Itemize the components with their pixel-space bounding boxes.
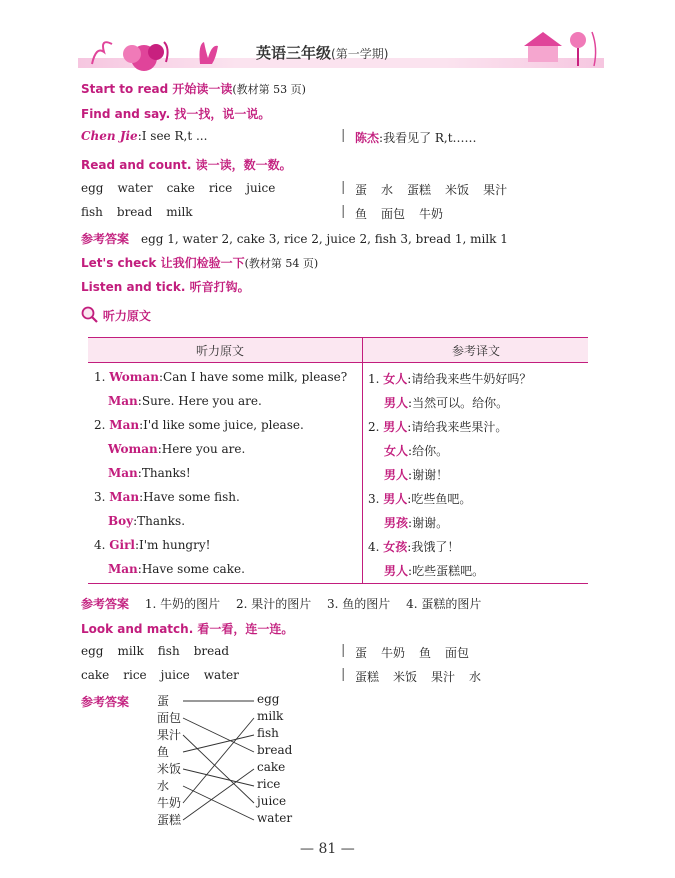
page-header xyxy=(78,28,604,72)
word-row-1-cn: 蛋 水 蛋糕 米饭 果汁 xyxy=(355,183,508,197)
lets-check-heading: Let's check 让我们检验一下(教材第 54 页) xyxy=(81,256,319,270)
table-row-cn: 男人:谢谢！ xyxy=(384,468,449,482)
match-connector-line xyxy=(183,718,254,752)
chen-jie-line: Chen Jie:I see R,t ... xyxy=(81,129,208,143)
bunny-decoration-icon xyxy=(190,34,226,70)
table-header xyxy=(88,337,588,363)
match-right-word: egg xyxy=(257,692,280,706)
column-divider xyxy=(362,337,363,584)
listen-and-tick-heading: Listen and tick. 听音打钩。 xyxy=(81,280,250,294)
table-row-cn: 1. 女人:请给我来些牛奶好吗？ xyxy=(368,372,532,386)
match-connector-line xyxy=(183,735,254,803)
table-row: Man:Thanks! xyxy=(108,466,191,480)
table-row: Man:Sure. Here you are. xyxy=(108,394,262,408)
match-connector-line xyxy=(183,786,254,820)
table-row: 2. Man:I'd like some juice, please. xyxy=(94,418,304,432)
table-row-cn: 4. 女孩:我饿了！ xyxy=(368,540,460,554)
table-row: Woman:Here you are. xyxy=(108,442,246,456)
table-row-cn: 男孩:谢谢。 xyxy=(384,516,449,530)
table-row: 1. Woman:Can I have some milk, please? xyxy=(94,370,348,384)
magnifier-icon xyxy=(81,306,99,324)
match-connector-line xyxy=(183,718,254,803)
answer-count: 参考答案 egg 1, water 2, cake 3, rice 2, juice 2, fish 3, bread 1, milk 1 xyxy=(81,232,508,246)
house-decoration-icon xyxy=(508,28,604,70)
answer-listen: 参考答案 1. 牛奶的图片 2. 果汁的图片 3. 鱼的图片 4. 蛋糕的图片 xyxy=(81,597,482,611)
matching-diagram xyxy=(150,690,300,830)
answer-match-label: 参考答案 xyxy=(81,695,130,709)
match-right-word: juice xyxy=(257,794,287,808)
match-left-word: 蛋糕 xyxy=(157,813,182,827)
table-row: Boy:Thanks. xyxy=(108,514,186,528)
table-row-cn: 3. 男人:吃些鱼吧。 xyxy=(368,492,472,506)
divider: | xyxy=(341,180,346,195)
match-row-1-cn: 蛋 牛奶 鱼 面包 xyxy=(355,646,470,660)
match-right-word: fish xyxy=(257,726,279,740)
match-connector-line xyxy=(183,769,254,820)
match-left-word: 面包 xyxy=(157,711,182,725)
look-and-match-heading: Look and match. 看一看，连一连。 xyxy=(81,622,294,636)
match-left-word: 鱼 xyxy=(157,745,170,759)
divider: | xyxy=(341,204,346,219)
match-left-word: 牛奶 xyxy=(157,796,182,810)
table-row: Man:Have some cake. xyxy=(108,562,245,576)
match-connector-line xyxy=(183,769,254,786)
chen-jie-translation: 陈杰:我看见了 R,t…… xyxy=(355,131,477,145)
word-row-2-cn: 鱼 面包 牛奶 xyxy=(355,207,444,221)
table-row: 4. Girl:I'm hungry! xyxy=(94,538,211,552)
transcript-table xyxy=(88,337,588,585)
table-bottom-border xyxy=(88,583,588,584)
match-row-2-en: cake rice juice water xyxy=(81,668,239,682)
match-left-word: 米饭 xyxy=(157,762,182,776)
match-left-word: 蛋 xyxy=(157,694,170,708)
find-and-say-heading: Find and say. 找一找，说一说。 xyxy=(81,107,271,121)
divider: | xyxy=(341,128,346,143)
match-right-word: water xyxy=(257,811,293,825)
divider: | xyxy=(341,667,346,682)
match-row-2-cn: 蛋糕 米饭 果汁 水 xyxy=(355,670,482,684)
col-header-translation: 参考译文 xyxy=(452,344,501,358)
match-left-word: 果汁 xyxy=(157,728,182,742)
match-right-word: milk xyxy=(257,709,284,723)
word-row-1-en: egg water cake rice juice xyxy=(81,181,276,195)
flower-decoration-icon xyxy=(82,32,172,72)
table-row: 3. Man:Have some fish. xyxy=(94,490,240,504)
match-right-word: bread xyxy=(257,743,293,757)
table-row-cn: 2. 男人:请给我来些果汁。 xyxy=(368,420,508,434)
table-row-cn: 男人:吃些蛋糕吧。 xyxy=(384,564,485,578)
match-right-word: rice xyxy=(257,777,281,791)
start-to-read-heading: Start to read 开始读一读(教材第 53 页) xyxy=(81,82,306,96)
divider: | xyxy=(341,643,346,658)
page-number: — 81 — xyxy=(300,841,355,857)
word-row-2-en: fish bread milk xyxy=(81,205,193,219)
table-row-cn: 男人:当然可以。给你。 xyxy=(384,396,509,410)
match-right-word: cake xyxy=(257,760,286,774)
read-and-count-heading: Read and count. 读一读，数一数。 xyxy=(81,158,292,172)
match-row-1-en: egg milk fish bread xyxy=(81,644,230,658)
transcript-title: 听力原文 xyxy=(81,306,151,324)
match-connector-line xyxy=(183,735,254,752)
table-row-cn: 女人:给你。 xyxy=(384,444,449,458)
col-header-original: 听力原文 xyxy=(196,344,245,358)
header-title: 英语三年级(第一学期) xyxy=(256,44,389,62)
match-left-word: 水 xyxy=(157,779,170,793)
